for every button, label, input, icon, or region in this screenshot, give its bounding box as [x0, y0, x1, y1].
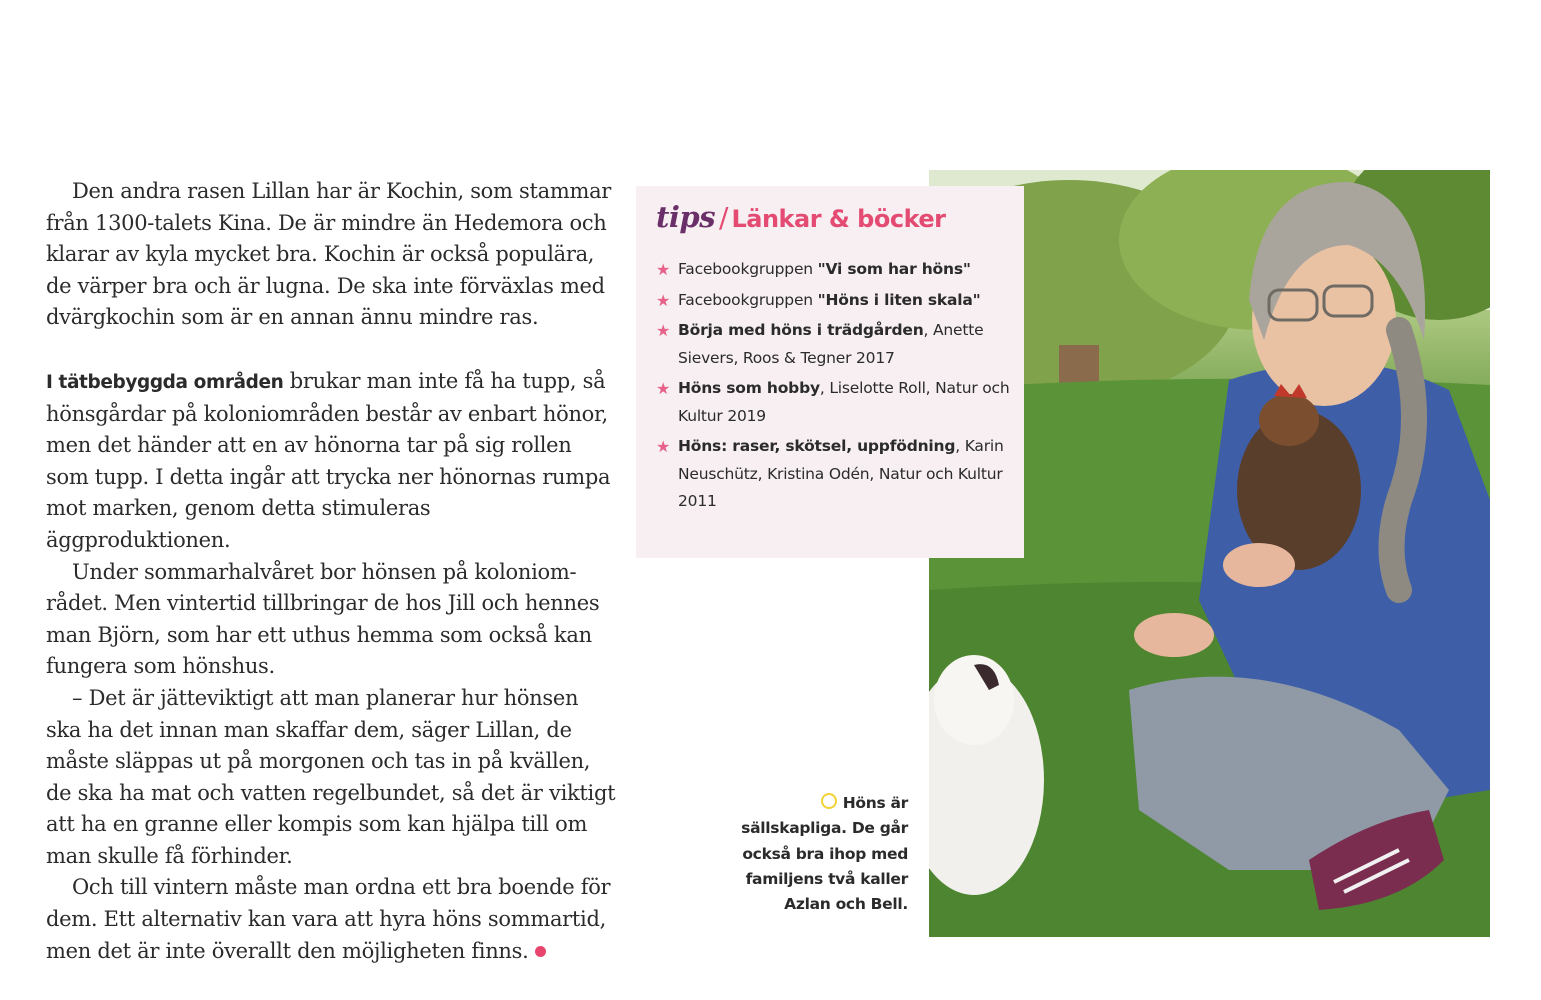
star-icon: ★ [656, 379, 671, 398]
paragraph-2-lead: I tätbebyggda områden [46, 371, 284, 393]
end-of-article-dot [535, 946, 546, 957]
paragraph-3: Under sommarhalvåret bor hönsen på koloniom-rådet. Men vintertid tillbringar de hos Jill och hennes man Björn, som har ett uthus hemma som också kan fungera som hönshus. [46, 559, 600, 679]
photo-caption [720, 791, 908, 917]
tips-item [656, 256, 1018, 284]
tips-item-pre: Facebookgruppen [678, 290, 818, 309]
paragraph-5-text: Och till vintern måste man ordna ett bra boende för dem. Ett alternativ kan vara att hyra höns sommartid, men det är inte överallt den möjligheten finns. [46, 875, 611, 963]
white-hen-head [934, 655, 1014, 745]
tips-item-details: , Anette Sievers, Roos & Tegner 2017 [678, 321, 984, 367]
article-body [46, 176, 616, 967]
tips-item-quote: "Vi som har höns" [817, 260, 971, 278]
tips-item-pre: Facebookgruppen [678, 260, 818, 278]
tips-item-book-title: Höns: raser, skötsel, uppfödning [678, 437, 956, 455]
caption-text: Höns är sällskapliga. De går också bra ihop med familjens två kaller Azlan och Bell. [741, 794, 908, 914]
paragraph-5 [46, 872, 616, 967]
tips-item-details: , Karin Neuschütz, Kristina Odén, Natur och Kultur 2011 [678, 437, 1004, 510]
tips-title: Länkar & böcker [731, 205, 946, 233]
tips-item-book-title: Höns som hobby [678, 379, 820, 397]
tips-tag: tips [656, 200, 716, 234]
tips-item-details: , Liselotte Roll, Natur och Kultur 2019 [678, 379, 1010, 425]
caption-ring-icon [821, 793, 837, 809]
tips-item [656, 433, 1018, 516]
paragraph-4: – Det är jätteviktigt att man planerar hur hönsen ska ha det innan man skaffar dem, säger Lillan, de måste släppas ut på morgonen och tas in på kvällen, de ska ha mat och vatten regelbundet, så det är viktigt att ha en granne eller kompis som kan hjälpa till om man skulle få förhinder. [46, 685, 616, 868]
tips-item [656, 317, 1018, 372]
star-icon: ★ [656, 321, 671, 340]
star-icon: ★ [656, 437, 671, 456]
star-icon: ★ [656, 290, 671, 310]
tips-item-book-title: Börja med höns i trädgården [678, 321, 924, 339]
star-icon: ★ [656, 260, 671, 279]
tips-box [636, 186, 1024, 558]
woman-hand-hen [1223, 543, 1295, 587]
brown-hen-head [1259, 394, 1319, 446]
tips-item [656, 375, 1018, 430]
shed [1059, 345, 1099, 385]
tips-heading [656, 200, 946, 234]
paragraph-2-text: brukar man inte få ha tupp, så hönsgårdar på koloniområden består av enbart hönor, men det händer att en av hönorna tar på sig rollen som tupp. I detta ingår att trycka ner hönornas rumpa mot marken, genom detta stimuleras äggproduktionen. [46, 368, 611, 552]
woman-hand-feeding [1134, 613, 1214, 657]
tips-list [656, 256, 1018, 519]
tips-separator: / [719, 201, 729, 234]
tips-item [656, 287, 1018, 315]
paragraph-2 [46, 366, 616, 557]
tips-item-quote: "Höns i liten skala" [817, 290, 981, 309]
paragraph-1: Den andra rasen Lillan har är Kochin, som stammar från 1300-talets Kina. De är mindre än Hedemora och klarar av kyla mycket bra. Kochin är också populära, de värper bra och är lugna. De ska inte förväxlas med dvärgkochin som är en annan ännu mindre ras. [46, 179, 612, 330]
